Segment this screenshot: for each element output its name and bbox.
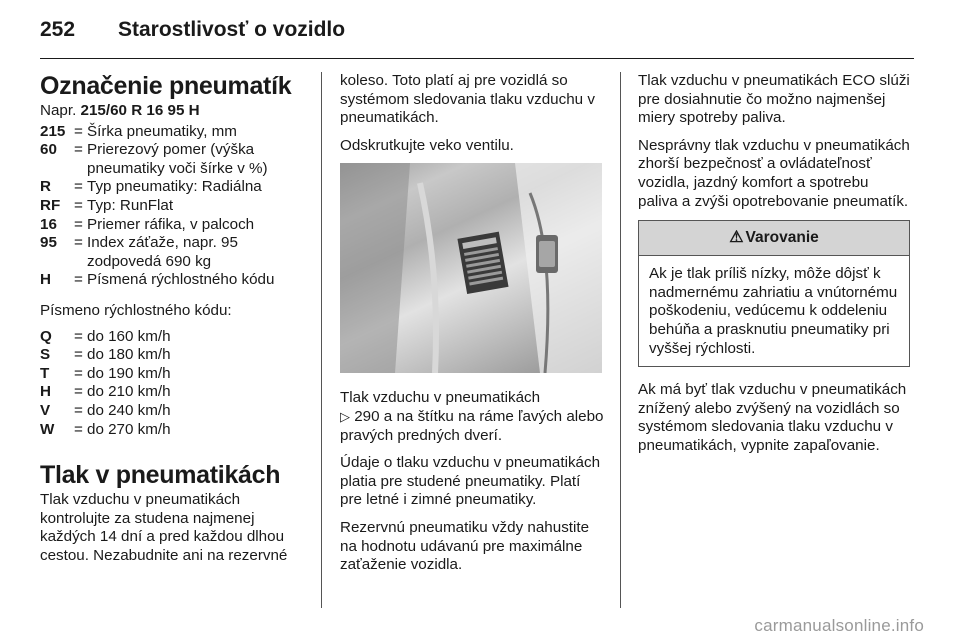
watermark: carmanualsonline.info — [754, 616, 924, 635]
definition-row: T = do 190 km/h — [40, 364, 171, 382]
definition-row: H = Písmená rýchlostného kódu — [40, 271, 275, 289]
page-reference: 290 — [354, 407, 380, 425]
definition-row: Q = do 160 km/h — [40, 327, 171, 345]
warning-text: Ak je tlak príliš nízky, môže dôjsť k nadmernému zahriatiu a vnútornému poškodeniu, vedúcemu k oddeleniu behúňa a prasknutiu pneumatiky pri vyššej rýchlosti. — [649, 265, 898, 357]
tire-pressure-label-icon — [457, 232, 508, 294]
definition-row: W = do 270 km/h — [40, 420, 171, 438]
paragraph: Rezervnú pneumatiku vždy nahustite na hodnotu udávanú pre maximálne zaťaženie vozidla. — [340, 518, 590, 574]
definition-row: R = Typ pneumatiky: Radiálna — [40, 178, 262, 196]
heading-tire-pressure: Tlak v pneumatikách — [40, 461, 281, 490]
paragraph: Tlak vzduchu v pneumatikách kontrolujte za studena najmenej každých 14 dní a pred každou dlhou cestou. Nezabudnite ani na rezervné — [40, 491, 288, 564]
definition-row: 215 = Šírka pneumatiky, mm — [40, 122, 237, 140]
column-2 — [340, 72, 606, 584]
paragraph: Tlak vzduchu v pneumatikách ECO slúži pre dosiahnutie čo možno najmenšej miery spotreby paliva. — [638, 72, 910, 127]
column-1 — [40, 72, 312, 574]
column-divider — [620, 72, 621, 608]
definition-row: 95 = Index záťaže, napr. 95 zodpovedá 690 kg — [40, 234, 238, 270]
definition-row: H = do 210 km/h — [40, 383, 171, 401]
tire-definition-list — [40, 123, 312, 290]
page-number: 252 — [40, 18, 76, 41]
warning-title: Varovanie — [745, 228, 819, 246]
definition-row: 16 = Priemer ráfika, v palcoch — [40, 215, 255, 233]
column-divider — [321, 72, 322, 608]
heading-tire-marking: Označenie pneumatík — [40, 72, 292, 100]
definition-row: RF = Typ: RunFlat — [40, 196, 174, 214]
door-frame-photo — [340, 163, 602, 373]
warning-header — [639, 221, 909, 256]
warning-box — [638, 220, 910, 367]
example-code: 215/60 R 16 95 H — [80, 102, 200, 119]
header-rule — [40, 58, 914, 59]
definition-row: 60 = Prierezový pomer (výška pneumatiky voči šírke v %) — [40, 141, 268, 177]
definition-row: S = do 180 km/h — [40, 346, 171, 364]
paragraph: koleso. Toto platí aj pre vozidlá so systémom sledovania tlaku vzduchu v pneumatikách. — [340, 72, 595, 127]
paragraph: Údaje o tlaku vzduchu v pneumatikách platia pre studené pneumatiky. Platí pre letné i zimné pneumatiky. — [340, 454, 601, 509]
paragraph: Odskrutkujte veko ventilu. — [340, 136, 514, 154]
page-reference-arrow-icon: ▷ — [340, 408, 350, 424]
definition-row: V = do 240 km/h — [40, 401, 171, 419]
speed-code-intro: Písmeno rýchlostného kódu: — [40, 301, 232, 319]
speed-code-list — [40, 328, 312, 440]
paragraph: Nesprávny tlak vzduchu v pneumatikách zhorší bezpečnosť a ovládateľnosť vozidla, jazdný komfort a spotrebu paliva a zvýši opotrebovanie pneumatík. — [638, 136, 910, 210]
paragraph: Tlak vzduchu v pneumatikách ▷ 290 a na štítku na ráme ľavých alebo pravých predných dverí. — [340, 389, 604, 444]
chapter-title: Starostlivosť o vozidlo — [118, 18, 346, 41]
door-frame-illustration — [340, 163, 602, 373]
warning-triangle-icon: ⚠ — [729, 228, 744, 246]
paragraph: Ak má byť tlak vzduchu v pneumatikách znížený alebo zvýšený na vozidlách so systémom sledovania tlaku vzduchu v pneumatikách, vypnite zapaľovanie. — [638, 381, 907, 454]
column-3 — [638, 72, 910, 465]
example-line: Napr. 215/60 R 16 95 H — [40, 102, 200, 119]
